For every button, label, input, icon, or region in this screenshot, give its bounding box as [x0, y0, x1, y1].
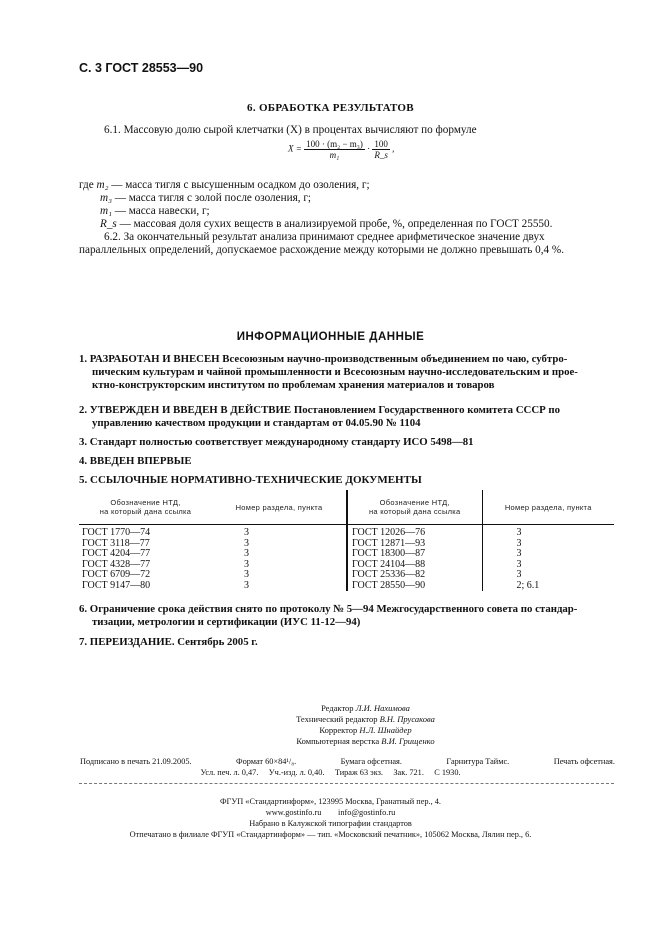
imprint-field: Формат 60×84¹/₈.	[236, 757, 297, 766]
credit-name: В.Н. Прусакова	[379, 714, 435, 724]
table-cell: 3	[516, 569, 522, 580]
imprint-line-1	[80, 756, 615, 767]
table-cell: 3	[516, 537, 522, 549]
table-cell: 3	[516, 558, 522, 570]
publisher-website: www.gostinfo.ru	[265, 808, 322, 817]
table-cell: ГОСТ 28550—90	[347, 581, 482, 592]
table-cell: 3	[212, 539, 347, 550]
publisher	[0, 796, 661, 840]
formula-num-2: 100	[374, 139, 388, 149]
credit-layout	[0, 736, 661, 747]
formula-lhs: X =	[288, 143, 302, 154]
info-item-1-line-1	[79, 353, 614, 366]
info-item-6-line-2: тизации, метрологии и сертификации (ИУС 11-12—94)	[92, 616, 361, 628]
paragraph-6-2-line-1: 6.2. За окончательный результат анализа принимают среднее арифметическое значение двух	[104, 231, 545, 243]
info-item-2-line-1	[79, 404, 614, 417]
credit-corrector	[0, 725, 661, 736]
info-item-7: 7. ПЕРЕИЗДАНИЕ. Сентябрь 2005 г.	[79, 636, 258, 648]
info-item-5: 5. ССЫЛОЧНЫЕ НОРМАТИВНО-ТЕХНИЧЕСКИЕ ДОКУМЕНТЫ	[79, 474, 422, 486]
formula	[288, 139, 394, 160]
info-item-1	[79, 353, 614, 392]
formula-num-1: 100 · (m₂ − m₃)	[306, 139, 363, 149]
publisher-email: info@gostinfo.ru	[338, 808, 396, 817]
where-text: — масса тигля с высушенным осадком до озоления, г;	[111, 179, 370, 191]
info-item-1-lead: 1. РАЗРАБОТАН И ВНЕСЕН	[79, 353, 220, 365]
table-cell: 3	[212, 560, 347, 571]
formula-den-2: R_s	[374, 150, 388, 160]
where-item	[79, 218, 619, 231]
publisher-line-4: Отпечатано в филиале ФГУП «Стандартинформ» — тип. «Московский печатник», 105062 Москва, Лялин пер., 6.	[129, 830, 532, 839]
where-symbol: m₂	[96, 179, 109, 191]
table-header: Обозначение НТД, на который дана ссылка	[99, 498, 192, 516]
info-item-1-line-2: пическим культурам и чайной промышленности и Всесоюзным научно-исследовательским и прое-	[92, 366, 578, 378]
info-item-3: 3. Стандарт полностью соответствует международному стандарту ИСО 5498—81	[79, 436, 474, 448]
publisher-line-2	[0, 807, 661, 818]
credit-name: Л.И. Нахимова	[355, 703, 410, 713]
credit-editor	[0, 703, 661, 714]
table-header: Номер раздела, пункта	[504, 502, 592, 512]
paragraph-6-1: 6.1. Массовую долю сырой клетчатки (X) в процентах вычисляют по формуле	[104, 124, 477, 136]
info-item-1-text: Всесоюзным научно-производственным объединением по чаю, субтро-	[222, 353, 568, 365]
credit-label: Редактор	[321, 703, 354, 713]
where-item	[79, 179, 619, 192]
table-cell: 2; 6.1	[516, 579, 540, 591]
table-cell: ГОСТ 6709—72	[82, 569, 151, 580]
table-row	[79, 539, 614, 550]
imprint-field: Печать офсетная.	[553, 757, 615, 766]
table-cell: ГОСТ 12871—93	[347, 539, 482, 550]
credit-tech	[0, 714, 661, 725]
table-row	[79, 570, 614, 581]
info-item-1-line-3: ктно-конструкторским институтом по проблемам хранения материалов и товаров	[92, 379, 495, 391]
table-row	[79, 525, 614, 539]
credit-label: Компьютерная верстка	[296, 736, 380, 746]
table-cell: 3	[212, 570, 347, 581]
info-item-2-line-2: управлению качеством продукции и стандартам от 04.05.90 № 1104	[92, 417, 421, 429]
table-cell: ГОСТ 9147—80	[82, 579, 151, 591]
table-header-row	[79, 490, 614, 525]
table-cell: 3	[212, 581, 347, 592]
table-cell: 3	[516, 527, 522, 538]
table-header: Номер раздела, пункта	[212, 490, 347, 525]
publisher-line-3: Набрано в Калужской типографии стандартов	[249, 819, 412, 828]
where-symbol: m₁	[100, 205, 112, 217]
info-item-2-lead: 2. УТВЕРЖДЕН И ВВЕДЕН В ДЕЙСТВИЕ	[79, 404, 292, 416]
credit-label: Технический редактор	[296, 714, 378, 724]
table-row	[79, 560, 614, 571]
credit-label: Корректор	[319, 725, 358, 735]
table-cell: ГОСТ 25336—82	[347, 570, 482, 581]
table-cell: ГОСТ 24104—88	[347, 560, 482, 571]
table-cell: 3	[212, 549, 347, 560]
publisher-line-1: ФГУП «Стандартинформ», 123995 Москва, Гранатный пер., 4.	[220, 797, 441, 806]
imprint-field: Подписано в печать 21.09.2005.	[80, 757, 192, 766]
divider	[79, 783, 614, 784]
references-table	[79, 490, 614, 591]
formula-fraction-2	[372, 139, 390, 160]
info-item-6-line-1: 6. Ограничение срока действия снято по протоколу № 5—94 Межгосударственного совета по стандар-	[79, 603, 578, 615]
table-cell: ГОСТ 4204—77	[82, 548, 151, 559]
section-6-title: 6. ОБРАБОТКА РЕЗУЛЬТАТОВ	[247, 102, 414, 114]
info-item-4: 4. ВВЕДЕН ВПЕРВЫЕ	[79, 455, 192, 467]
where-list	[79, 179, 619, 231]
paragraph-6-2-line-2: параллельных определений, допускаемое расхождение между которыми не должно превышать 0,4 %.	[79, 244, 565, 256]
table-cell: ГОСТ 12026—76	[347, 525, 482, 539]
table-row	[79, 581, 614, 592]
table-cell: 3	[212, 525, 347, 539]
table-row	[79, 549, 614, 560]
formula-fraction-1	[304, 139, 365, 160]
imprint-field: Бумага офсетная.	[340, 757, 402, 766]
credit-name: Н.Л. Шнайдер	[359, 725, 412, 735]
page-header: С. 3 ГОСТ 28553—90	[79, 61, 204, 75]
table-cell: ГОСТ 18300—87	[347, 549, 482, 560]
formula-dot: ·	[367, 143, 371, 154]
info-title: ИНФОРМАЦИОННЫЕ ДАННЫЕ	[236, 331, 425, 343]
table-cell: ГОСТ 1770—74	[82, 527, 151, 538]
imprint-field: Гарнитура Таймс.	[446, 757, 510, 766]
formula-end: ,	[392, 143, 395, 154]
credits	[0, 703, 661, 747]
where-symbol: m₃	[100, 192, 112, 204]
info-item-2-text: Постановлением Государственного комитета СССР по	[293, 404, 561, 416]
table-cell: ГОСТ 4328—77	[82, 558, 151, 570]
where-item	[79, 192, 619, 205]
where-prefix: где	[79, 179, 94, 191]
table-cell: ГОСТ 3118—77	[82, 537, 150, 549]
credit-name: В.И. Грищенко	[381, 736, 435, 746]
formula-den-1: m₁	[329, 150, 340, 160]
where-symbol: R_s	[100, 218, 117, 230]
imprint-line-2: Усл. печ. л. 0,47. Уч.-изд. л. 0,40. Тираж 63 экз. Зак. 721. С 1930.	[200, 768, 461, 777]
where-text: — массовая доля сухих веществ в анализируемой пробе, %, определенная по ГОСТ 25550.	[119, 218, 553, 230]
table-cell: 3	[516, 548, 522, 559]
where-text: — масса навески, г;	[114, 205, 210, 217]
paragraph-6-2	[79, 231, 613, 257]
table-header: Обозначение НТД, на который дана ссылка	[347, 490, 482, 525]
info-item-6	[79, 603, 614, 629]
where-item	[79, 205, 619, 218]
where-text: — масса тигля с золой после озоления, г;	[114, 192, 312, 204]
info-item-2	[79, 404, 614, 430]
